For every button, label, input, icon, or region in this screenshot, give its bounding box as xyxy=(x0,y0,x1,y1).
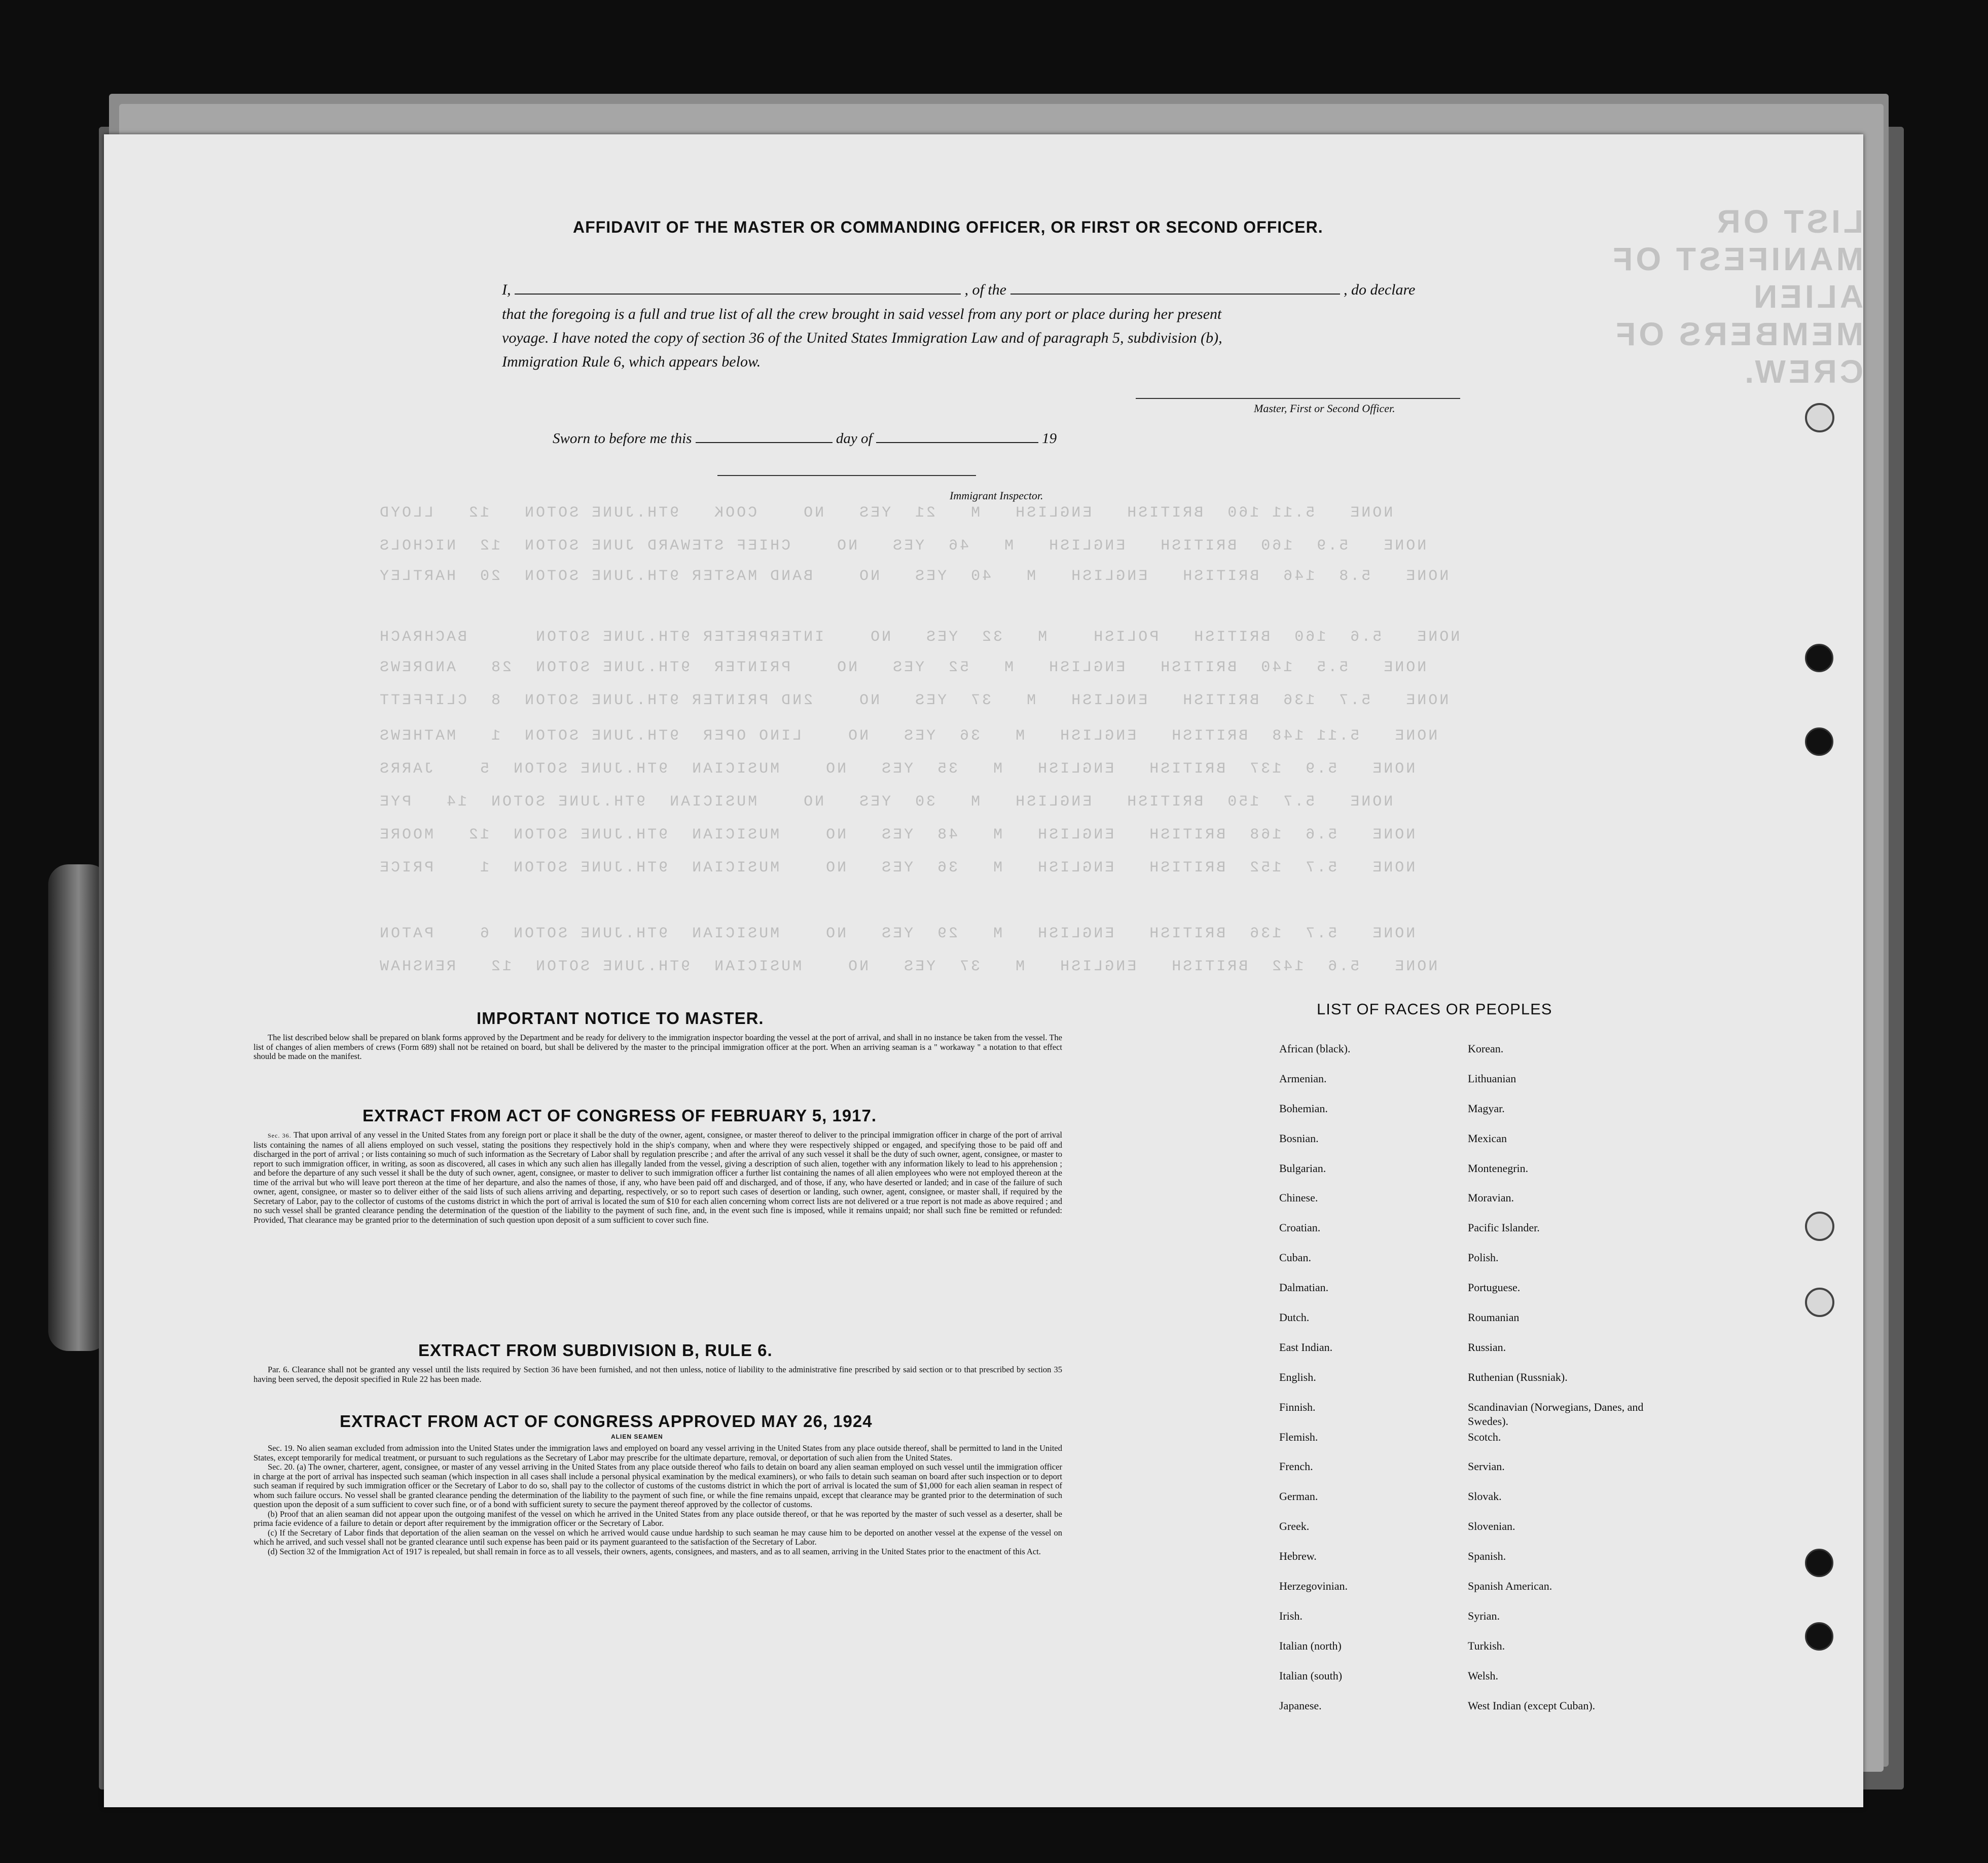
race-item: Pacific Islander. xyxy=(1468,1221,1540,1234)
race-item: Bohemian. xyxy=(1279,1102,1328,1115)
race-item: Roumanian xyxy=(1468,1311,1520,1324)
race-item: Magyar. xyxy=(1468,1102,1505,1115)
race-item: Korean. xyxy=(1468,1042,1504,1055)
bleed-through-row: NONE 5.6 168 BRITISH ENGLISH M 48 YES NO MUSICIAN 9TH.JUNE SOTON 12 MOORE xyxy=(378,826,1416,844)
rule-6-paragraph: Par. 6. Clearance shall not be granted any vessel until the lists required by Section 36 have been furnished, and not then unless, notice of liability to the administrative fine prescribed by said section or to that prescribed by section 35 having been served, the deposit specified in Rule 22 has been made. xyxy=(254,1365,1062,1384)
race-item: Scotch. xyxy=(1468,1430,1501,1443)
bleed-through-row: NONE 5.6 160 BRITISH POLISH M 32 YES NO INTERPRETER 9TH.JUNE SOTON BACHRACH xyxy=(378,629,1460,646)
race-item: Slovenian. xyxy=(1468,1520,1515,1533)
binder-hole xyxy=(1805,1549,1833,1577)
declarant-label: I, xyxy=(502,281,511,298)
section-36-paragraph xyxy=(254,1130,1062,1225)
extract-1917-body xyxy=(254,1130,1062,1225)
race-item: French. xyxy=(1279,1460,1313,1473)
bleed-through-row: NONE 5.8 146 BRITISH ENGLISH M 40 YES NO BAND MASTER 9TH.JUNE SOTON 20 HARTLEY xyxy=(378,568,1449,585)
race-item: Herzegovinian. xyxy=(1279,1580,1348,1593)
alien-seamen-subtitle: ALIEN SEAMEN xyxy=(611,1433,663,1440)
race-item: Ruthenian (Russniak). xyxy=(1468,1370,1568,1383)
race-item: Portuguese. xyxy=(1468,1281,1521,1294)
section-36-text: That upon arrival of any vessel in the United States from any foreign port or place it shall be the duty of the owner, agent, consignee, or master thereof to deliver to the principal immigration officer in charge of the port of arrival lists containing the names of all aliens employed on such vessel, stating the positions they respectively hold in the ship's company, when and where they were respectively shipped or engaged, and specifying those to be paid off and discharged in the port of arrival ; or lists containing so much of such information as the Secretary of Labor shall by regulation prescribe ; and after the arrival of any such vessel it shall be the duty of such owner, agent, consignee, or master to report to such immigration officer, in writing, as soon as discovered, all cases in which any such alien has illegally landed from the vessel, giving a description of such alien, together with any information likely to lead to his apprehension ; and before the departure of any such vessel it shall be the duty of such owner, agent, consignee, or master to deliver to such immigration officer a further list containing the names of all alien employees who were not employed thereon at the time of the arrival but who will leave port thereon at the time of her departure, and also the names of those, if any, who have been paid off and discharged, and of those, if any, who have deserted or landed; and in case of the failure of such owner, agent, consignee, or master so to deliver either of the said lists of such aliens arriving and departing, respectively, or so to report such cases of desertion or landing, such owner, agent, consignee, or master shall, if required by the Secretary of Labor, pay to the collector of customs of the customs district in which the port of arrival is located the sum of $10 for each alien concerning whom correct lists are not delivered or a true report is not made as above required ; and no such vessel shall be granted clearance pending the determination of the question of the liability to the payment of such fine, and, in the event such fine is imposed, while it remains unpaid; nor shall such fine be remitted or refunded: Provided, That clearance may be granted prior to the determination of such question upon deposit of a sum sufficient to cover such fine. xyxy=(254,1130,1063,1225)
bleed-through-row: NONE 5.9 137 BRITISH ENGLISH M 35 YES NO MUSICIAN 9TH.JUNE SOTON 5 JARRS xyxy=(378,760,1416,778)
bleed-through-row: NONE 5.7 136 BRITISH ENGLISH M 37 YES NO 2ND PRINTER 9TH.JUNE SOTON 8 CLIFFETT xyxy=(378,692,1449,709)
section-20d-paragraph: (d) Section 32 of the Immigration Act of 1917 is repealed, but shall remain in force as to all vessels, their owners, agents, consignees, and masters, and as to all seamen, arriving in the United States prior to the enactment of this Act. xyxy=(268,1546,1041,1556)
section-20a-paragraph: Sec. 20. (a) The owner, charterer, agent, consignee, or master of any vessel arriving in the United States from any place outside thereof who fails to detain on board any alien seaman employed on such vessel until the immigration officer in charge at the port of arrival has inspected such seaman (which inspection in all cases shall include a personal physical examination by the medical examiners), or who fails to detain such seaman on board after such inspection or to deport such seaman if required by such immigration officer or the Secretary of Labor to do so, shall pay to the collector of customs of the customs district in which the port of arrival is located the sum of $1,000 for each alien seaman in respect of whom such failure occurs. No vessel shall be granted clearance pending the determination of the liability to the payment of such fine, or while the fine remains unpaid, except that clearance may be granted prior to the determination of such question upon the deposit of a sum sufficient to cover such fine, or of a bond with sufficient surety to secure the payment thereof approved by the collector of customs. xyxy=(254,1462,1062,1509)
race-item: Japanese. xyxy=(1279,1699,1322,1712)
extract-1924-body xyxy=(254,1444,1062,1556)
race-item: Servian. xyxy=(1468,1460,1505,1473)
races-list-right xyxy=(1468,1042,1650,1728)
section-20b-paragraph: (b) Proof that an alien seaman did not appear upon the outgoing manifest of the vessel on which he arrived in the United States from any place outside thereof, or that he was reported by the master of such vessel as a deserter, shall be prima facie evidence of a failure to detain or deport after requirement by the immigration officer or the Secretary of Labor. xyxy=(254,1509,1062,1528)
bleed-through-row: NONE 5.6 142 BRITISH ENGLISH M 37 YES NO MUSICIAN 9TH.JUNE SOTON 12 RENSHAW xyxy=(378,958,1438,975)
declaration-line-4: Immigration Rule 6, which appears below. xyxy=(502,353,761,370)
rule-6-title: EXTRACT FROM SUBDIVISION B, RULE 6. xyxy=(418,1341,773,1360)
declaration-line-2: that the foregoing is a full and true list of all the crew brought in said vessel from any port or place during her present xyxy=(502,306,1222,322)
bleed-through-title: LIST OR MANIFEST OF ALIEN MEMBERS OF CREW. xyxy=(1610,203,1863,390)
bleed-through-row: NONE 5.11 148 BRITISH ENGLISH M 36 YES NO LINO OPER 9TH.JUNE SOTON 1 MATHEWS xyxy=(378,727,1438,745)
race-item: German. xyxy=(1279,1490,1318,1503)
officer-signature-line[interactable] xyxy=(1136,398,1460,399)
bleed-through-row: NONE 5.7 136 BRITISH ENGLISH M 29 YES NO MUSICIAN 9TH.JUNE SOTON 6 PATON xyxy=(378,925,1416,942)
officer-signature-caption: Master, First or Second Officer. xyxy=(1254,402,1395,415)
extract-1917-title: EXTRACT FROM ACT OF CONGRESS OF FEBRUARY 5, 1917. xyxy=(363,1106,877,1125)
race-item: Cuban. xyxy=(1279,1251,1311,1264)
declaration-line-1 xyxy=(502,281,1415,299)
race-item: Hebrew. xyxy=(1279,1550,1317,1563)
race-item: Welsh. xyxy=(1468,1669,1498,1682)
sworn-month-blank[interactable] xyxy=(876,440,1038,443)
year-prefix-label: 19 xyxy=(1042,430,1057,447)
bleed-through-row: NONE 5.5 140 BRITISH ENGLISH M 52 YES NO PRINTER 9TH.JUNE SOTON 28 ANDREWS xyxy=(378,659,1427,676)
notice-title: IMPORTANT NOTICE TO MASTER. xyxy=(477,1009,764,1028)
race-item: African (black). xyxy=(1279,1042,1351,1055)
bleed-through-row: NONE 5.7 152 BRITISH ENGLISH M 36 YES NO MUSICIAN 9TH.JUNE SOTON 1 PRICE xyxy=(378,859,1416,876)
vessel-name-blank[interactable] xyxy=(1010,291,1340,295)
declaration-line-3: voyage. I have noted the copy of section 36 of the United States Immigration Law and of paragraph 5, subdivision (b), xyxy=(502,330,1222,346)
races-list-title: LIST OF RACES OR PEOPLES xyxy=(1317,1000,1552,1018)
race-item: Montenegrin. xyxy=(1468,1161,1529,1175)
inspector-signature-line[interactable] xyxy=(717,475,976,476)
race-item: West Indian (except Cuban). xyxy=(1468,1699,1596,1712)
race-item: Lithuanian xyxy=(1468,1072,1516,1085)
binder-hole xyxy=(1805,403,1834,432)
race-item: Finnish. xyxy=(1279,1400,1316,1413)
race-item: Italian (south) xyxy=(1279,1669,1343,1682)
race-item: Irish. xyxy=(1279,1609,1303,1622)
race-item: Bulgarian. xyxy=(1279,1161,1326,1175)
race-item: Chinese. xyxy=(1279,1191,1318,1204)
manifest-page xyxy=(104,134,1863,1807)
race-item: Mexican xyxy=(1468,1131,1507,1145)
race-item: Croatian. xyxy=(1279,1221,1321,1234)
sworn-day-blank[interactable] xyxy=(696,440,833,443)
notice-paragraph: The list described below shall be prepared on blank forms approved by the Department and be ready for delivery to the immigration inspector boarding the vessel at the port of arrival, and shall in no instance be taken from the vessel. The list of changes of alien members of crews (Form 689) shall not be retained on board, but shall be delivered by the master to the principal immigration officer at the port. When an arriving seaman is a " workaway " a notation to that effect should be made on the manifest. xyxy=(254,1033,1062,1061)
extract-1924-title: EXTRACT FROM ACT OF CONGRESS APPROVED MAY 26, 1924 xyxy=(340,1412,873,1431)
binder-hole xyxy=(1805,1622,1833,1651)
day-of-label: day of xyxy=(836,430,873,447)
binder-hole xyxy=(1805,1288,1834,1317)
race-item: Slovak. xyxy=(1468,1490,1502,1503)
inspector-caption: Immigrant Inspector. xyxy=(950,489,1043,502)
sworn-label: Sworn to before me this xyxy=(553,430,692,447)
section-20c-paragraph: (c) If the Secretary of Labor finds that deportation of the alien seaman on the vessel on which he arrived would cause undue hardship to such seaman he may cause him to be deported on another vessel at the expense of the vessel on which he arrived, and such vessel shall not be granted clearance until such expense has been paid or its payment guaranteed to the satisfaction of the Secretary of Labor. xyxy=(254,1527,1062,1547)
race-item: Dalmatian. xyxy=(1279,1281,1329,1294)
binder-hole xyxy=(1805,727,1833,756)
vessel-label: , of the xyxy=(964,281,1006,298)
race-item: Spanish. xyxy=(1468,1550,1506,1563)
race-item: English. xyxy=(1279,1370,1316,1383)
section-19-paragraph: Sec. 19. No alien seaman excluded from admission into the United States under the immigration laws and employed on board any vessel arriving in the United States from any place outside thereof, shall be permitted to land in the United States, except temporarily for medical treatment, or pursuant to such regulations as the Secretary of Labor may prescribe for the ultimate departure, removal, or deportation of such alien from the United States. xyxy=(254,1443,1062,1463)
race-item: Dutch. xyxy=(1279,1311,1310,1324)
sworn-line xyxy=(553,430,1057,447)
race-item: Greek. xyxy=(1279,1520,1310,1533)
race-item: Scandinavian (Norwegians, Danes, and Swedes). xyxy=(1468,1400,1644,1428)
affidavit-title: AFFIDAVIT OF THE MASTER OR COMMANDING OFFICER, OR FIRST OR SECOND OFFICER. xyxy=(573,218,1323,236)
rule-6-body xyxy=(254,1365,1062,1384)
race-item: Bosnian. xyxy=(1279,1131,1319,1145)
bleed-through-row: NONE 5.11 160 BRITISH ENGLISH M 21 YES NO COOK 9TH.JUNE SOTON 12 LLOYD xyxy=(378,504,1393,522)
race-item: Italian (north) xyxy=(1279,1639,1342,1652)
race-item: Russian. xyxy=(1468,1340,1506,1354)
binder-hole xyxy=(1805,1212,1834,1241)
bleed-through-row: NONE 5.7 150 BRITISH ENGLISH M 30 YES NO MUSICIAN 9TH.JUNE SOTON 14 PYE xyxy=(378,793,1393,811)
race-item: Turkish. xyxy=(1468,1639,1505,1652)
binder-hole xyxy=(1805,644,1833,672)
race-item: Syrian. xyxy=(1468,1609,1500,1622)
notice-body xyxy=(254,1033,1062,1062)
races-list-left xyxy=(1279,1042,1350,1728)
section-label: Sec. 36. xyxy=(268,1132,292,1139)
race-item: Moravian. xyxy=(1468,1191,1514,1204)
race-item: Spanish American. xyxy=(1468,1580,1552,1593)
race-item: East Indian. xyxy=(1279,1340,1333,1354)
race-item: Armenian. xyxy=(1279,1072,1327,1085)
declarant-name-blank[interactable] xyxy=(515,291,961,295)
race-item: Polish. xyxy=(1468,1251,1499,1264)
bleed-through-row: NONE 5.9 160 BRITISH ENGLISH M 46 YES NO CHIEF STEWARD JUNE SOTON 12 NICHOLS xyxy=(378,537,1427,555)
race-item: Flemish. xyxy=(1279,1430,1318,1443)
declare-label: , do declare xyxy=(1344,281,1416,298)
